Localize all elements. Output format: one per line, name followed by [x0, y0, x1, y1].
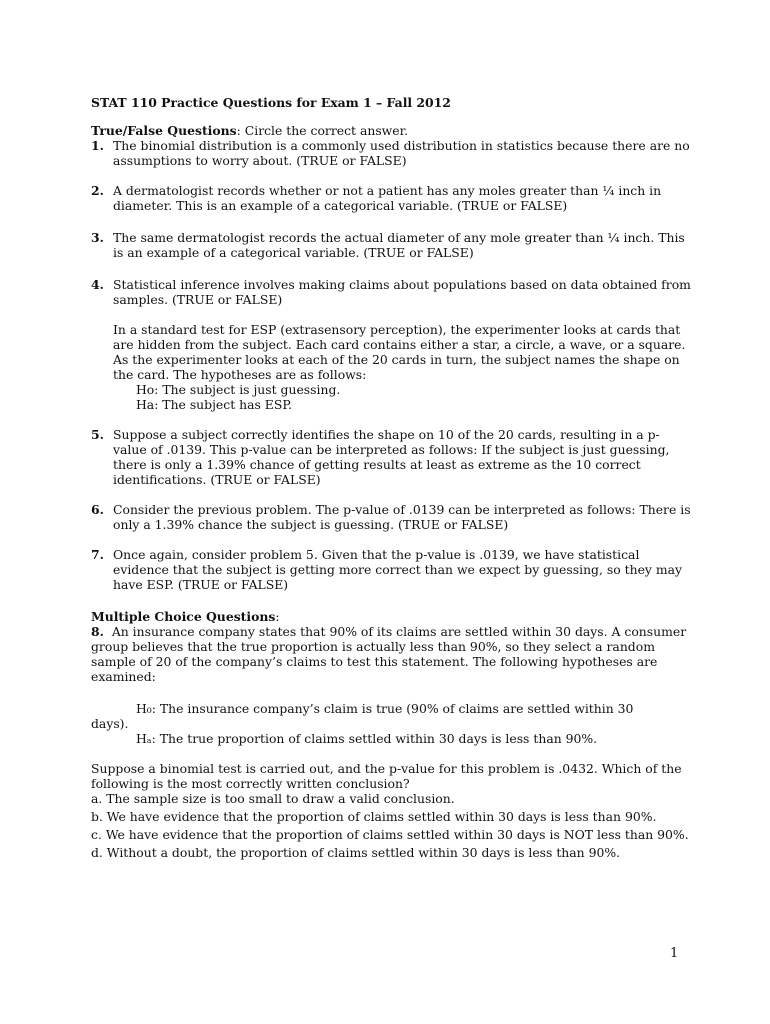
- esp-passage-text: In a standard test for ESP (extrasensory perception), the experimenter looks at cards that are hidden from the subject. Each card contains either a star, a circle, a wave, or a square. As the experimenter looks at each of the 20 cards in turn, the subject names the shape on the card. The hypotheses are as follows:: [113, 322, 686, 382]
- q8-null-hypothesis-cont: days).: [91, 716, 129, 731]
- question-5: [91, 427, 691, 487]
- mc-heading-colon: :: [275, 609, 280, 624]
- question-2: [91, 183, 691, 213]
- question-text: The binomial distribution is a commonly used distribution in statistics because there are no assumptions to worry about. (TRUE or FALSE): [113, 138, 690, 168]
- q8-option-a: a. The sample size is too small to draw a valid conclusion.: [91, 791, 455, 806]
- esp-passage: [91, 322, 691, 412]
- question-number: 3.: [91, 230, 104, 245]
- q8-option-c: c. We have evidence that the proportion of claims settled within 30 days is NOT less than 90%.: [91, 827, 689, 842]
- q8-option-b: b. We have evidence that the proportion of claims settled within 30 days is less than 90%.: [91, 809, 657, 824]
- q8-question: Suppose a binomial test is carried out, and the p-value for this problem is .0432. Which of the following is the most correctly written conclusion?: [91, 761, 682, 791]
- document-title: STAT 110 Practice Questions for Exam 1 – Fall 2012: [91, 95, 451, 110]
- mc-heading-label: Multiple Choice Questions: [91, 609, 276, 624]
- question-number: 2.: [91, 183, 104, 198]
- question-3: [91, 230, 691, 260]
- question-text: An insurance company states that 90% of its claims are settled within 30 days. A consumer group believes that the true proportion is actually less than 90%, so they select a random sample of 20 of the company’s claims to test this statement. The following hypotheses are examined:: [91, 624, 691, 684]
- mc-section-heading: [91, 609, 691, 624]
- question-text: Suppose a subject correctly identifies the shape on 10 of the 20 cards, resulting in a p-value of .0139. This p-value can be interpreted as follows: If the subject is just guessing, there is only a 1.39% chance of getting results at least as extreme as the 10 correct identifications. (TRUE or FALSE): [113, 427, 670, 487]
- question-number: 1.: [91, 138, 104, 153]
- question-number: 7.: [91, 547, 104, 562]
- question-number: 5.: [91, 427, 104, 442]
- question-text: Consider the previous problem. The p-value of .0139 can be interpreted as follows: There is only a 1.39% chance the subject is guessing. (TRUE or FALSE): [113, 502, 691, 532]
- question-text: Once again, consider problem 5. Given that the p-value is .0139, we have statistical evidence that the subject is getting more correct than we expect by guessing, so they may have ESP. (TRUE or FALSE): [113, 547, 682, 592]
- esp-alternative-hypothesis: Ha: The subject has ESP.: [136, 397, 293, 412]
- q8-option-d: d. Without a doubt, the proportion of claims settled within 30 days is less than 90%.: [91, 845, 621, 860]
- question-number: 6.: [91, 502, 104, 517]
- tf-section-heading: [91, 123, 691, 138]
- question-number: 8.: [91, 624, 104, 639]
- question-4: [91, 277, 691, 307]
- question-7: [91, 547, 691, 592]
- question-text: Statistical inference involves making claims about populations based on data obtained from samples. (TRUE or FALSE): [113, 277, 691, 307]
- esp-null-hypothesis: Ho: The subject is just guessing.: [136, 382, 341, 397]
- q8-null-hypothesis: H₀: The insurance company’s claim is true (90% of claims are settled within 30: [136, 701, 634, 716]
- question-8: [91, 624, 691, 684]
- question-1: [91, 138, 691, 168]
- question-number: 4.: [91, 277, 104, 292]
- page-number: 1: [670, 946, 679, 961]
- q8-alternative-hypothesis: Hₐ: The true proportion of claims settled within 30 days is less than 90%.: [136, 731, 598, 746]
- document-body: [91, 95, 691, 860]
- tf-instruction: : Circle the correct answer.: [236, 123, 409, 138]
- tf-heading-label: True/False Questions: [91, 123, 237, 138]
- question-text: A dermatologist records whether or not a patient has any moles greater than ¼ inch in diameter. This is an example of a categorical variable. (TRUE or FALSE): [113, 183, 662, 213]
- question-text: The same dermatologist records the actual diameter of any mole greater than ¼ inch. This is an example of a categorical variable. (TRUE or FALSE): [113, 230, 685, 260]
- question-6: [91, 502, 691, 532]
